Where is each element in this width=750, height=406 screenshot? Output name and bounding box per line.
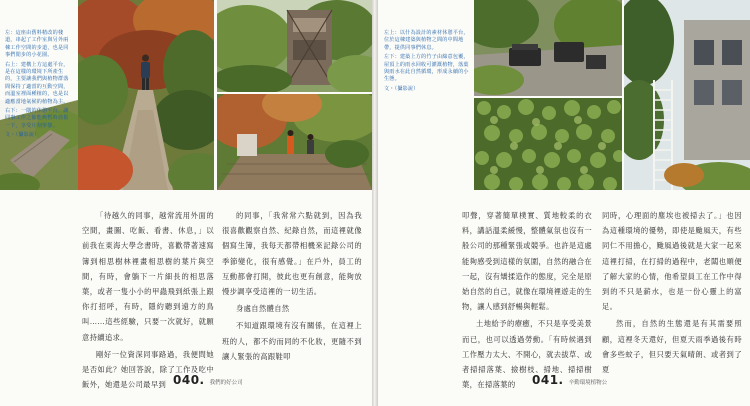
left-caption-3: 右下：一隅的休憩平台，讓同事工作之餘能夠暫時放鬆一下，享受片刻寧靜。 bbox=[5, 108, 69, 129]
photo-house-stairs bbox=[624, 0, 750, 190]
right-caption-block bbox=[384, 30, 470, 93]
left-column-1 bbox=[82, 208, 214, 394]
right-folio bbox=[532, 373, 607, 387]
photo-green-wall bbox=[474, 98, 622, 190]
left-caption-block bbox=[5, 30, 73, 140]
right-column-2 bbox=[602, 208, 742, 379]
left-section-name: 我們的好公司 bbox=[209, 380, 243, 386]
left-caption-1: 左：這座由舊料精改的棧道，串起了工作室與另外兩棟工作空間的步道，也是同事們閒步的小花園。 bbox=[5, 30, 69, 59]
right-col1-paragraph-1: 叩聲，穿著簡單樸實、質地較柔的衣料，講話溫柔緩慢，整體氣氛也沒有一般公司的那種緊張或競爭。也許是這處能夠感受到這樣的氛圍，自然的融合在一起，沒有矯揉造作的態度，完全是原始自然的自己，就像在環境裡遊走的生物，讓人感到舒暢與輕鬆。 bbox=[462, 211, 592, 312]
right-column-1 bbox=[462, 208, 592, 394]
left-col2-paragraph-1: 的同事，「我常常六點就到，因為我很喜歡觀察自然、紀錄自然，而這裡就像個寫生簿，我每天都帶相機來記錄公司的季節變化，很有感覺。」在戶外，員工的互動都會打開，彼此也更有創意，能夠放慢步調享受這裡的一切生活。 bbox=[222, 211, 362, 297]
right-caption-1: 左上：以什為設計的素材休憩平台，位於這棟建築與植物之間的中間地帶，提供同事們休息。 bbox=[384, 30, 469, 51]
left-col1-paragraph-1: 「待越久的同事，越常流用外面的空間，畫圖、吃飯、看書、休息，」以前我在東海大學念書時，喜歡帶著速寫簿到相思樹林裡畫相思樹的葉片與空間，有時，會躺下一片細長的相思落葉，或者一隻小小的甲蟲飛到紙張上跟你打招呼，有時，隱約聽到遠方的鳥叫……這些經驗，只要一次就好，就願意持續追求。 bbox=[82, 211, 214, 342]
photo-garden-walkway bbox=[78, 0, 214, 190]
right-col2-paragraph-1: 同時，心理面的塵埃也被掃去了。」也因為這種環境的優勢，即使是颱風天，有些同仁不用擔心，颱風過後就是大家一起來這裡打掃，在打掃的過程中，老闆也順便了解大家的心情，他希望員工在工作中得到的不只是薪水，也是一份心靈上的富足。 bbox=[602, 211, 742, 312]
left-caption-2: 右上：建構上方這處平台，是在這樣的環境下所產生的，主要讓我們與植物群落間保持了適當的互動空間，而溫室裡面種植的，也是以適應當地氣候的植物為主。 bbox=[5, 61, 69, 105]
left-column-2 bbox=[222, 208, 362, 366]
left-col2-paragraph-2: 不知道跟環境有沒有關係，在這裡上班的人，都不約而同的不化妝，更隨不到讓人緊張的高跟鞋叩 bbox=[222, 321, 362, 361]
right-section-name: 辛勤環境植物公 bbox=[568, 380, 608, 386]
left-page bbox=[0, 0, 372, 406]
right-col1-paragraph-2: 土地給予的療癒，不只是享受美景而已，也可以透過勞動。「有時候遇到工作壓力太大、不開心，就去拔草、或者掃掃落葉、撿樹枝、掃地、掃掃樹葉，在掃落葉的 bbox=[462, 319, 592, 390]
right-page-number: 041. bbox=[532, 373, 564, 387]
photo-rest-deck bbox=[217, 94, 372, 190]
right-col2-paragraph-2: 然而，自然的生態還是有其需要照顧，這裡冬天還好，但夏天雨季過後有時會多些蚊子，但只要天氣晴朗、或者到了夏 bbox=[602, 319, 742, 375]
left-col2-subhead: 身處自然體自然 bbox=[236, 304, 290, 314]
right-caption-credit: 文・（攝影說） bbox=[384, 85, 419, 92]
left-caption-credit: 文・（攝影說） bbox=[5, 132, 40, 139]
right-page bbox=[378, 0, 750, 406]
left-folio bbox=[173, 373, 243, 387]
left-col1-paragraph-2: 剛好一位資深同事路過，我便問她是否如此？她回答說，除了工作及吃中飯外，她還是公司最早到 bbox=[82, 349, 214, 390]
photo-lounge-furniture bbox=[474, 0, 622, 96]
photo-garden-structure bbox=[217, 0, 372, 92]
right-caption-2: 左下：建築上方的竹子由綠意包覆，屋頂上的雨水回收可灌溉植物，落葉與雨水在此自然循環，形成永續的小生態。 bbox=[384, 54, 469, 83]
left-page-number: 040. bbox=[173, 373, 205, 387]
